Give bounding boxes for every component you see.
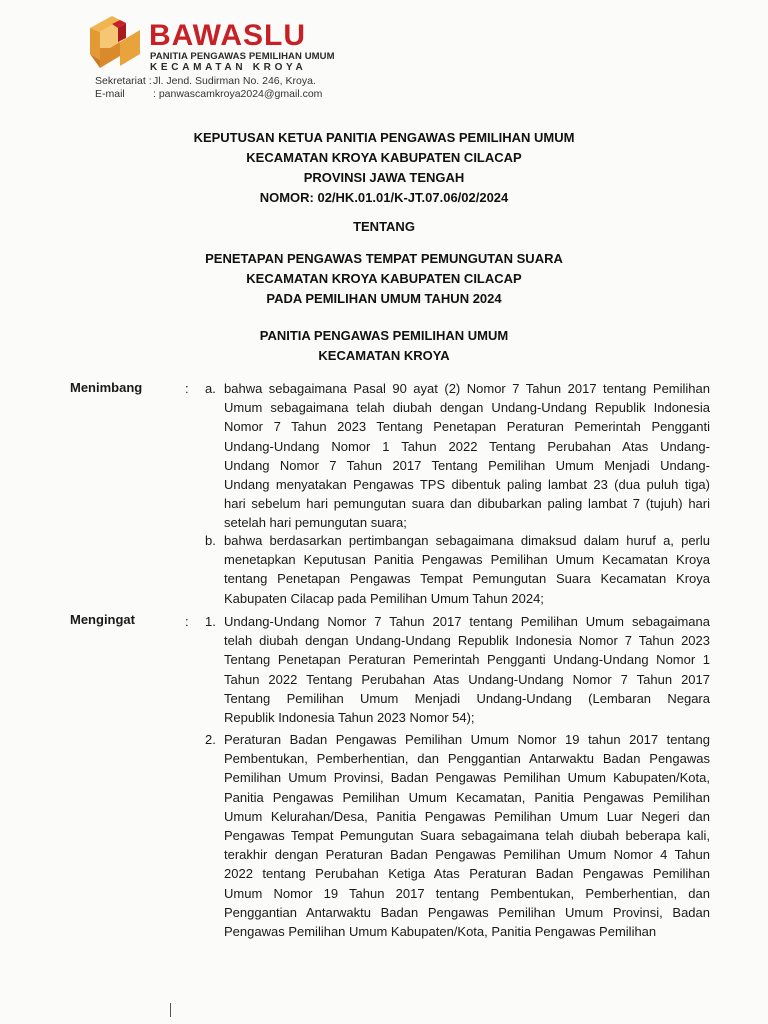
paragraph-line: Penggantian Antarwaktu Badan Pengawas Pemilihan Umum Provinsi, Badan <box>224 904 710 920</box>
menimbang-label: Menimbang <box>70 380 143 395</box>
subject-line: KECAMATAN KROYA KABUPATEN CILACAP <box>246 271 522 286</box>
paragraph-line: Pengawas Tempat Pemungutan Suara sebagaimana telah diubah beberapa kali, <box>224 827 710 843</box>
subject-line: PADA PEMILIHAN UMUM TAHUN 2024 <box>266 291 502 306</box>
brand-subtitle: PANITIA PENGAWAS PEMILIHAN UMUM <box>150 51 335 62</box>
paragraph-line: bahwa sebagaimana Pasal 90 ayat (2) Nomor 7 Tahun 2017 tentang Pemilihan <box>224 381 710 396</box>
mengingat-colon: : <box>185 614 189 629</box>
menimbang-item-b <box>224 531 710 608</box>
mengingat-item-2 <box>224 730 710 941</box>
paragraph-line: Pemilihan Umum Provinsi, Badan Pengawas Pemilihan Umum Kabupaten/Kota, <box>224 770 710 786</box>
paragraph-line: Umum Nomor 19 Tahun 2017 tentang Pembentukan, Pemberhentian, dan <box>224 885 710 901</box>
paragraph-line: Nomor 7 Tahun 2023 Tentang Penetapan Peraturan Pemerintah Pengganti <box>224 419 710 435</box>
paragraph-line: Tentang Penetapan Peraturan Pemerintah Pengganti Undang-Undang Nomor 1 <box>224 652 710 668</box>
bawaslu-logo <box>86 12 144 70</box>
paragraph-line: Umum sebagaimana telah diubah dengan Undang-Undang Republik Indonesia <box>224 400 710 416</box>
paragraph-line: Undang-Undang Nomor 7 Tahun 2017 tentang Pemilihan Umum sebagaimana <box>224 614 710 629</box>
title-line: PROVINSI JAWA TENGAH <box>303 170 465 185</box>
paragraph-line: setelah hari pemungutan suara; <box>224 515 407 531</box>
paragraph-line: Peraturan Badan Pengawas Pemilihan Umum Nomor 19 tahun 2017 tentang <box>224 732 710 747</box>
paragraph-line: Panitia Pengawas Pemilihan Umum Kecamatan, Panitia Pengawas Pemilihan <box>224 789 710 805</box>
paragraph-line: menetapkan Keputusan Panitia Pengawas Pemilihan Umum Kecamatan Kroya <box>224 552 710 568</box>
item-marker: a. <box>205 381 216 396</box>
paragraph-line: Pembentukan, Pemberhentian, dan Penggantian Antarwaktu Badan Pengawas <box>224 751 710 767</box>
issuer-line: PANITIA PENGAWAS PEMILIHAN UMUM <box>259 328 509 343</box>
title-line: KEPUTUSAN KETUA PANITIA PENGAWAS PEMILIHAN UMUM <box>193 130 575 145</box>
paragraph-line: Undang menyatakan Pengawas TPS dibentuk paling lambat 23 (dua puluh tiga) <box>224 476 710 492</box>
decree-subject <box>0 249 768 309</box>
issuer-line: KECAMATAN KROYA <box>318 348 450 363</box>
paragraph-line: Tentang Pemilihan Umum Menjadi Undang-Undang (Lembaran Negara <box>224 690 710 706</box>
menimbang-colon: : <box>185 381 189 396</box>
paragraph-line: Pengawas Pemilihan Umum Kabupaten/Kota, Panitia Pengawas Pemilihan <box>224 923 657 939</box>
paragraph-line: bahwa berdasarkan pertimbangan sebagaimana dimaksud dalam huruf a, perlu <box>224 533 710 548</box>
issuer-heading <box>0 326 768 366</box>
decree-title <box>0 128 768 208</box>
tentang-heading <box>0 217 768 237</box>
paragraph-line: tentang Penetapan Pengawas Tempat Pemungutan Suara Kecamatan Kroya <box>224 571 710 587</box>
paragraph-line: Republik Indonesia Tahun 2023 Nomor 54); <box>224 709 475 725</box>
scan-mark <box>170 1003 171 1017</box>
menimbang-item-a <box>224 379 710 533</box>
paragraph-line: terakhir dengan Peraturan Badan Pengawas Pemilihan Umum Nomor 4 Tahun <box>224 847 710 863</box>
subject-line: PENETAPAN PENGAWAS TEMPAT PEMUNGUTAN SUARA <box>205 251 563 266</box>
mengingat-label: Mengingat <box>70 612 135 627</box>
paragraph-line: hari sebelum hari pemungutan suara dan dibubarkan paling lambat 7 (tujuh) hari <box>224 496 710 512</box>
brand-district: KECAMATAN KROYA <box>150 62 307 73</box>
contact-block <box>95 75 322 101</box>
paragraph-line: 2022 tentang Perubahan Ketiga Atas Peraturan Badan Pengawas Pemilihan <box>224 866 710 882</box>
brand-name: BAWASLU <box>149 19 306 52</box>
mengingat-item-1 <box>224 612 710 727</box>
paragraph-line: Kabupaten Cilacap pada Pemilihan Umum Tahun 2024; <box>224 590 544 606</box>
paragraph-line: Tahun 2022 Tentang Perubahan Atas Undang-Undang Nomor 7 Tahun 2017 <box>224 671 710 687</box>
decree-number: NOMOR: 02/HK.01.01/K-JT.07.06/02/2024 <box>259 190 509 205</box>
tentang-label: TENTANG <box>353 219 415 234</box>
title-line: KECAMATAN KROYA KABUPATEN CILACAP <box>246 150 522 165</box>
email-address[interactable]: : panwascamkroya2024@gmail.com <box>153 88 323 100</box>
paragraph-line: Undang Nomor 7 Tahun 2017 Tentang Pemilihan Umum Menjadi Undang- <box>224 457 710 473</box>
email-label: E-mail <box>95 88 125 100</box>
secretariat-label: Sekretariat : <box>95 75 152 87</box>
paragraph-line: telah diubah dengan Undang-Undang Republik Indonesia Nomor 7 Tahun 2023 <box>224 633 710 649</box>
item-marker: 1. <box>205 614 216 629</box>
paragraph-line: Umum Kelurahan/Desa, Panitia Pengawas Pemilihan Umum Luar Negeri dan <box>224 808 710 824</box>
paragraph-line: Undang-Undang Nomor 1 Tahun 2022 Tentang Perubahan Atas Undang- <box>224 438 710 454</box>
secretariat-address: Jl. Jend. Sudirman No. 246, Kroya. <box>153 75 316 87</box>
item-marker: b. <box>205 533 216 548</box>
item-marker: 2. <box>205 732 216 747</box>
